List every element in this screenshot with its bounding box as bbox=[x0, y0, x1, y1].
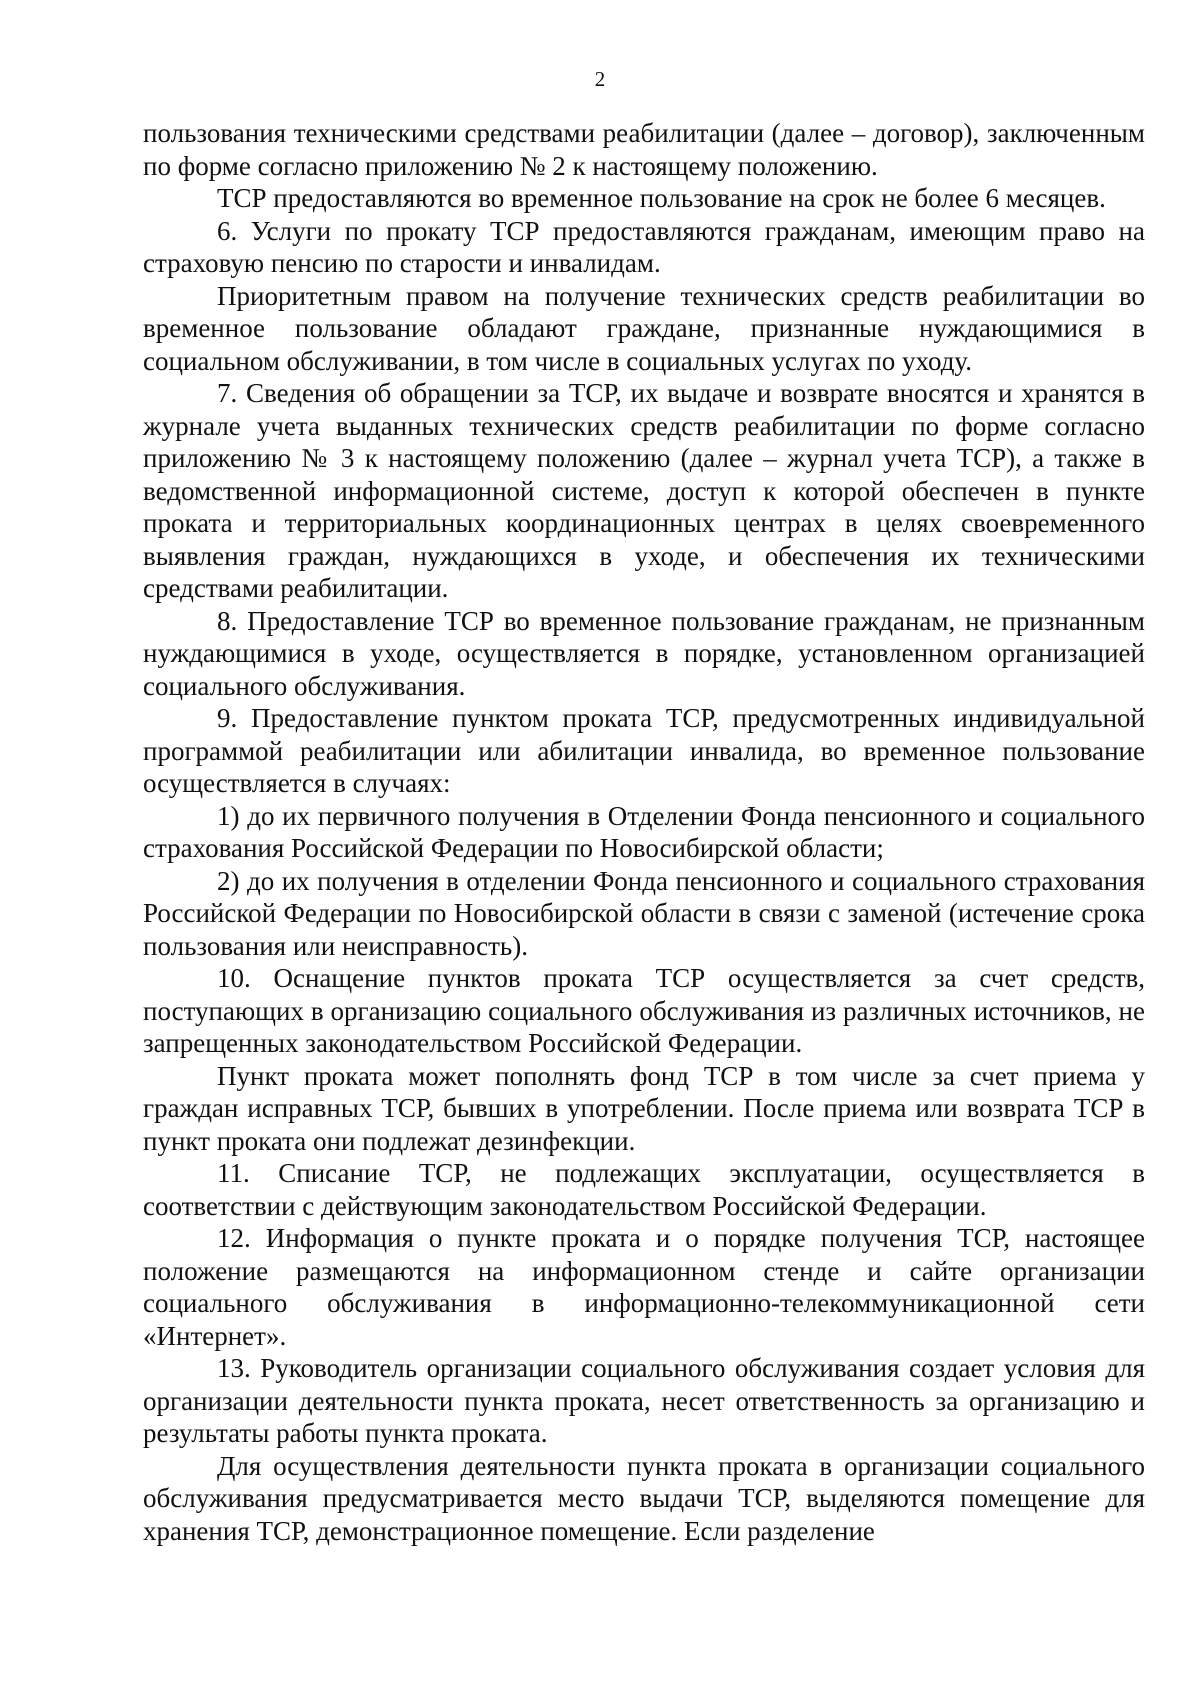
paragraph-continuation: пользования техническими средствами реабилитации (далее – договор), заключенным по форме согласно приложению № 2 к настоящему положению. bbox=[143, 118, 1145, 181]
paragraph-item-6: 6. Услуги по прокату ТСР предоставляются гражданам, имеющим право на страховую пенсию по старости и инвалидам. bbox=[143, 215, 1145, 278]
paragraph-item-10: 10. Оснащение пунктов проката ТСР осуществляется за счет средств, поступающих в организацию социального обслуживания из различных источников, не запрещенных законодательством Российской Федерации. bbox=[143, 963, 1145, 1058]
paragraph-premises: Для осуществления деятельности пункта проката в организации социального обслуживания предусматривается место выдачи ТСР, выделяются помещение для хранения ТСР, демонстрационное помещение. Если разделение bbox=[143, 1450, 1145, 1546]
paragraph-item-8: 8. Предоставление ТСР во временное пользование гражданам, не признанным нуждающимися в уходе, осуществляется в порядке, установленном организацией социального обслуживания. bbox=[143, 605, 1145, 701]
paragraph-item-13: 13. Руководитель организации социального обслуживания создает условия для организации деятельности пункта проката, несет ответственность за организацию и результаты работы пункта проката. bbox=[143, 1353, 1145, 1448]
paragraph-item-7: 7. Сведения об обращении за ТСР, их выдаче и возврате вносятся и хранятся в журнале учета выданных технических средств реабилитации по форме согласно приложению № 3 к настоящему положению (далее – журнал учета ТСР), а также в ведомственной информационной системе, доступ к которой обеспечен в пункте проката и территориальных координационных центрах в целях своевременного выявления граждан, нуждающихся в уходе, и обеспечения их техническими средствами реабилитации. bbox=[143, 378, 1145, 603]
paragraph-item-9-2: 2) до их получения в отделении Фонда пенсионного и социального страхования Российской Федерации по Новосибирской области в связи с заменой (истечение срока пользования или неисправность). bbox=[143, 865, 1145, 961]
page-number: 2 bbox=[594, 67, 606, 91]
paragraph-item-11: 11. Списание ТСР, не подлежащих эксплуатации, осуществляется в соответствии с действующим законодательством Российской Федерации. bbox=[143, 1158, 1145, 1221]
paragraph-fund-replenishment: Пункт проката может пополнять фонд ТСР в том числе за счет приема у граждан исправных ТСР, бывших в употреблении. После приема или возврата ТСР в пункт проката они подлежат дезинфекции. bbox=[143, 1060, 1145, 1156]
paragraph-rental-term: ТСР предоставляются во временное пользование на срок не более 6 месяцев. bbox=[217, 183, 1106, 213]
document-body bbox=[143, 117, 1145, 1547]
paragraph-item-12: 12. Информация о пункте проката и о порядке получения ТСР, настоящее положение размещаются на информационном стенде и сайте организации социального обслуживания в информационно-телекоммуникационной сети «Интернет». bbox=[143, 1223, 1145, 1351]
paragraph-priority-right: Приоритетным правом на получение технических средств реабилитации во временное пользование обладают граждане, признанные нуждающимися в социальном обслуживании, в том числе в социальных услугах по уходу. bbox=[143, 280, 1145, 376]
paragraph-item-9: 9. Предоставление пунктом проката ТСР, предусмотренных индивидуальной программой реабилитации или абилитации инвалида, во временное пользование осуществляется в случаях: bbox=[143, 703, 1145, 798]
paragraph-item-9-1: 1) до их первичного получения в Отделении Фонда пенсионного и социального страхования Российской Федерации по Новосибирской области; bbox=[143, 800, 1145, 863]
